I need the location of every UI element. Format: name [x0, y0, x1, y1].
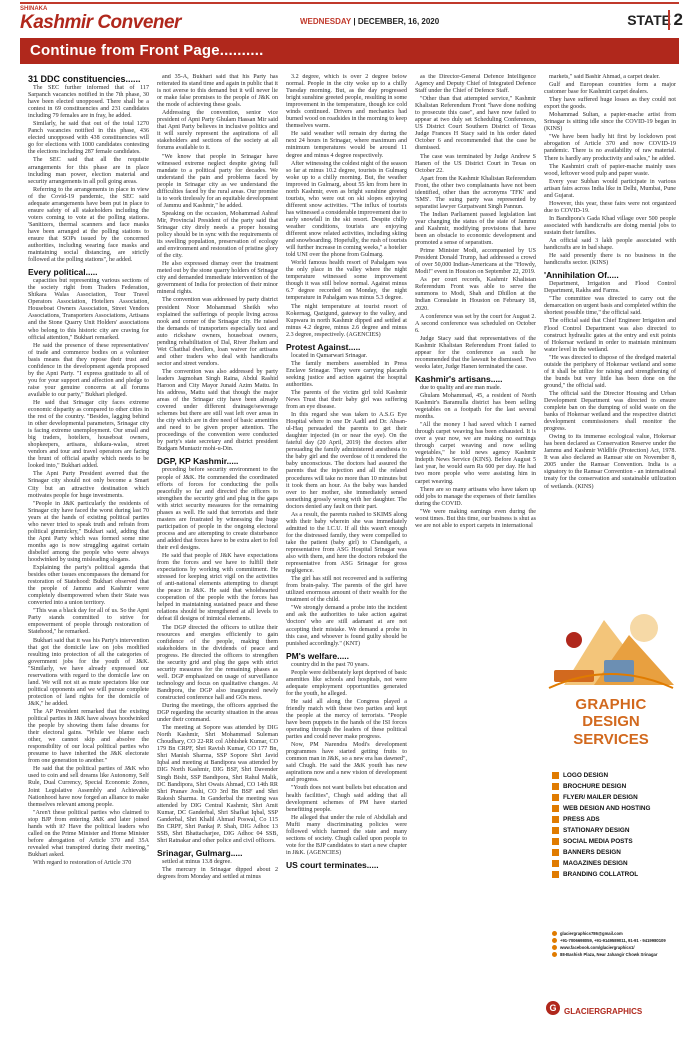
newspaper-logo [20, 12, 181, 34]
paragraph: The official said the Director Housing and Urban Development Department was directed to ensure complete ban on the dumping of solid waste on the banks of Hokersar wetland and the respective district development commissioners shall monitor the progress. [544, 390, 676, 433]
paragraph: settled at minus 13.8 degree. [162, 858, 232, 865]
ad-contact-phone[interactable]: +91-7006698059, +91-9149589011, 91-91 - 9419980109 [552, 937, 676, 944]
paragraph: Now, PM Narendra Modi's development programmes have started getting fruits to common man in J&K, so a new era has dawned", said Chugh. He said the J&K youth has new aspirations now and a new vision of development and progress. [286, 742, 407, 784]
paragraph: The Apni Party President averred that the Srinagar city should not only become a Smart City but an attractive destination which motivates people for huge investments. [28, 471, 149, 499]
article-heading-annihilation: 'Annihilation Of..... [544, 270, 619, 281]
article-heading-kashmir-artisans: Kashmir's artisans..... [415, 373, 503, 384]
paragraph: The family members assembled in Press Enclave Srinagar. They were carrying placards seeking justice and action against the hospital authorities. [286, 360, 407, 388]
ad-service-item: BANNERS DESIGN [552, 847, 676, 858]
paragraph: The convention was also addressed by party leaders Jagmohan Singh Raina, Abdul Rashid Haroon and City Mayor Junaid Azim Mattu. In his address, Mattu said that though the major areas of the Srinagar city have been already covered under different drainage/sewerage schemes but there are still vast left over areas in the city which are in dire need of basic amenities and need to be given proper attention. The proceedings of the convention were conducted by party's state secretary and district president Budgam Muntazir mohi-u-Din. [157, 368, 278, 453]
paragraph: There are so many artisans who have taken up odd jobs to manage the expenses of their families during the COVID. [415, 486, 536, 507]
paragraph: markets," said Bashir Ahmad, a carpet dealer. [549, 74, 660, 80]
paragraph: "People in J&K particularly the residents of Srinagar city have faced the worst during last 70 years at the hands of existing political parties who never tried to speak truth and refrain from political gimmickry," Bukhari said, adding that the Apni Party which was formed some nine months ago is now struggling against certain disbelief among the people who were always hoodwinked by using misleading slogans. [28, 500, 149, 563]
paragraph: "Other than that attempted service," Kashmir Khalistan Referendum Front "have done nothing to prosecute this case", and have now failed to appear at two duly set Scheduling Conferences, US District Court Southern District of Texas Judge Frances H Stacy said in his order dated October 6 and recommended that the case be dismissed. [415, 96, 536, 152]
masthead-rule-top [20, 2, 679, 4]
column-2 [157, 74, 278, 1024]
column-1 [28, 74, 149, 1024]
logo-word-convener: Convener [97, 12, 181, 33]
location-pin-icon [552, 952, 557, 957]
paragraph: Ghulam Mohammad, 45, a resident of North Kashmir's Baramulla district has been selling vegetables on a footpath for the last several months. [415, 392, 536, 421]
paragraph: He said all along the Congress played a friendly match with these two parties and kept the people at the mercy of terrorists. "People have been puppets in the hands of the ISI forces operating through the leaders of these political parties and could never make progress. [286, 698, 407, 741]
paragraph: Bukhari said that it was his Party's intervention that got the domicile law on jobs modified resulting into protection of all the categories of government jobs for the youth of J&K. "Similarly, we have already expressed our reservations with regard to the domicile law on land. We will not sit as mute spectators like our political opponents and we will pursue complete protection of land rights for the domicile of J&K," he added. [28, 637, 149, 707]
paragraph: Every year Subhan would participate in various artisan fairs across India like in Delhi, Mumbai, Pune and Gujarat. [544, 178, 676, 199]
paragraph: The Kashmiri craft of papier-mache mainly uses wood, leftover wood pulp and paper waste. [544, 163, 676, 177]
ad-footer [544, 995, 678, 1024]
ad-service-item: BRANDING COLLATROL [552, 869, 676, 880]
square-bullet-icon [552, 827, 559, 834]
paragraph: The SEC further informed that of 117 Sarpanch vacancies notified in the 7th phase, 30 have been elected unopposed. There shall be a contest in 69 constituencies and 231 candidates including 79 females are in fray, he added. [28, 85, 149, 120]
graphic-design-advertisement[interactable] [544, 600, 678, 1024]
paragraph: "We were making earnings even during the worst times. But this time, our business is shut as we are not able to export carpets in international [415, 508, 536, 529]
ad-services-list [552, 770, 676, 880]
square-bullet-icon [552, 849, 559, 856]
article-heading-us-court: US court terminates..... [286, 859, 379, 870]
square-bullet-icon [552, 794, 559, 801]
ad-contact-email[interactable]: glaciergraphics786@gmail.com [552, 930, 676, 937]
square-bullet-icon [552, 871, 559, 878]
paragraph: and 35-A, Bukhari said that his Party has reiterated its stand time and again in public that it is not averse to this demand but it will never lie or make false promises to the people of J&K on the mode of achieving these goals. [157, 74, 278, 109]
paragraph: The DGP directed the officers to utilize their resources and energies efficiently to gain confidence of the people, making them stakeholders in the dividends of peace and progress. He directed the officers to strengthen the security grid and plug the gaps with strict security measures for the remaining phases as well. DGP emphasized on usage of surveillance technology and focus on qualitative changes. At Bandipora, the DGP also inaugurated newly constructed conference hall and GOs mess. [157, 624, 278, 701]
square-bullet-icon [552, 805, 559, 812]
paragraph: "We know that people in Srinagar have witnessed extreme neglect despite giving full mandate to a political party for decades. We understand the pain and problems faced by people in Srinagar city as we understand the difficulties faced by the rural areas. Our promise is to work tirelessly for an equitable development of Jammu and Kashmir," he added. [157, 153, 278, 209]
paragraph: A conference was set by the court for August 2. A second conference was scheduled on October 6. [415, 313, 536, 334]
column-5 [544, 74, 676, 594]
paragraph: An official said 3 lakh people associated with handicrafts are in bad shape. [544, 238, 676, 252]
paragraph: Department, Irrigation and Flood Control Department, Rakhs and Farms. [544, 281, 676, 295]
paragraph: The parents of the victim girl told Kashmir News Trust that their baby girl was suffering from an eye disease. [286, 389, 407, 411]
paragraph: They have suffered huge losses as they could not export the goods. [544, 97, 676, 111]
glacier-graphics-logo-icon: G [546, 1001, 560, 1015]
paragraph: During the meetings, the officers apprised the DGP regarding the security situation in the areas under their command. [157, 703, 278, 724]
paragraph: The case was terminated by Judge Andrew S Hanen of the US District Court in Texas on October 22. [415, 153, 536, 174]
phone-icon [552, 938, 557, 943]
paragraph: "The committee was directed to carry out the demarcation on urgent basis and completed within the shortest possible time," the official said. [544, 296, 676, 317]
ad-contact-facebook[interactable]: www.facebook.com/glaciergraphics1/ [552, 944, 676, 951]
paragraph: He said presently there is no business in the handicrafts sector. (KINS) [544, 253, 676, 267]
paragraph: Similarly, he said that out of the total 1270 Panch vacancies notified in this phase, 436 elected unopposed with 438 constituencies will go for elections with 1000 candidates contesting the elections including 287 female candidates. [28, 121, 149, 156]
section-banner [20, 38, 679, 64]
ad-service-item: PRESS ADS [552, 814, 676, 825]
column-3 [286, 74, 407, 1024]
paragraph: The convention was addressed by party district president Noor Mohammad Sheikh who explained the sufferings of people living across nook and corner of the Srinagar city. He raised the demands of transporters especially taxi and auto rickshaw owners, houseboat owners, pending rehabilitation of Dal, River Jhelum and Wet Chatthal dwellers, loan waiver for artisans and other traders who deal with handicrafts sector and street vendors. [157, 297, 278, 367]
paragraph: The Indian Parliament passed legislation last year changing the status of the state of Jammu and Kashmir, modifying provisions that have been an obstacle to economic development and promoted a sense of separatism. [415, 211, 536, 247]
paragraph: Owing to its immense ecological value, Hokersar has been declared as Conservation Reserve under the Jammu and Kashmir Wildlife (Protection) Act, 1978. It was also declared as Ramsar site on November 8, 2005 under the Ramsar Convention. India is a signatory to the Ramsar Convention - an international treaty for the conservation and sustainable utilization of wetlands. (KINS) [544, 434, 676, 490]
square-bullet-icon [552, 860, 559, 867]
paragraph: He also expressed dismay over the treatment meted out by the stone quarry holders of Srinagar city and demanded immediate intervention of the government of India for protection of their minor mineral rights. [157, 261, 278, 296]
ad-contact-info [552, 930, 676, 958]
paragraph: Gulf and European countries form a major customer base for Kashmiri carpet dealers. [544, 82, 676, 96]
article-heading-dgp: DGP, KP Kashmir..... [157, 456, 239, 467]
ad-service-item: FLYER/ MAILER DESIGN [552, 792, 676, 803]
paragraph: He alleged that under the rule of Abdullah and Mufti many discriminating policies were followed which harmed the state and many sections of society. Chugh called upon people to vote for the BJP candidates to start a new chapter in J&K. (AGENCIES) [286, 814, 407, 856]
facebook-icon [552, 945, 557, 950]
paragraph: As a result, the parents rushed to SKIMS along with their baby wherein she was immediately admitted to the I.C.U. If all this wasn't enough for the distressed family, they were compelled to take the patient (baby girl) to Chandigarh, a representative from ASG Hospital Srinagar was also with them, and here the doctors rebuked the representative from ASG Srinagar for gross negligence. [286, 511, 407, 575]
paragraph: Mohammad Sultan, a papier-mache artist from Srinagar is sitting idle since the COVID-19 began in (KINS) [544, 112, 676, 133]
ad-service-item: BROCHURE DESIGN [552, 781, 676, 792]
ad-service-item: SOCIAL MEDIA POSTS [552, 836, 676, 847]
paragraph: He said the presence of these representatives' of trade and commerce bodies on a volunteer basis means that they repose their trust and confidence in the development agenda proposed by the Apni Party. "I express gratitude to all of you for your support and affection and pledge to raise your genuine concerns at all forums available to our party," Bukhari pledged. [28, 342, 149, 398]
masthead-small-label: SHINAKA [20, 6, 48, 12]
ad-headline-design: DESIGN [582, 713, 640, 730]
paragraph: The SEC said that all the requisite arrangements for this phase are in place including man power, election material and security arrangements in all poll going areas. [28, 157, 149, 185]
paragraph: Speaking on the occasion, Mohammad Ashraf Mir, Provincial President of the party said that Srinagar city direly needs a proper housing policy should be in sync with the requirements of its swelling population, preservation of ecology and environment and restoration of pristine glory of the city. [157, 210, 278, 260]
paragraph: located in Qamarwari Srinagar. [291, 352, 368, 359]
paragraph: He said that Srinagar city faces extreme economic disparity as compared to other cities in the rest of the country. "Besides, lagging behind in other developmental parameters, Srinagar city is facing extreme unemployment. Our small and big traders, hoteliers, houseboat owners, shopkeepers, artisans, shikara-walas, street vendors and tour and travel operators are facing the brunt of official apathy which needs to be looked into," Bukhari added. [28, 399, 149, 470]
paragraph: People were deliberately kept deprived of basic amenities like schools and hospitals, not were adequate employment opportunities generated for the youth, he alleged. [286, 669, 407, 697]
ad-service-item: LOGO DESIGN [552, 770, 676, 781]
column-4 [415, 74, 536, 1024]
issue-date: WEDNESDAY | DECEMBER, 16, 2020 [300, 17, 440, 26]
email-icon [552, 931, 557, 936]
ad-service-item: MAGAZINES DESIGN [552, 858, 676, 869]
ad-artwork-illustration [544, 600, 678, 690]
paragraph: capacities but representing various sections of the society right from Traders Federation, Shikara Walas Association, Tour Travel Operators Association, Hoteliers Association, Houseboat Owners Association, Street Vendors Associations, Transporters Associations, Artisans and the Stone Quarry Unit Holders' associations who belong to this historic city are craving for official attention," Bukhari remarked. [28, 278, 149, 341]
paragraph: country did in the past 70 years. [291, 661, 370, 668]
square-bullet-icon [552, 783, 559, 790]
paragraph: "We have been badly hit first by lockdown post abrogation of Article 370 and now COVID-19 pandemic. There is no availability of raw material. There is hardly any productivity and sales," he added. [544, 134, 676, 162]
paragraph: Addressing the convention, senior vice president of Apni Party Ghulam Hassan Mir said that Apni Party believes in inclusive politics and it will surely represent the aspirations of all stakeholders and sections of the society at all forums available to it. [157, 110, 278, 152]
paragraph: The AP President remarked that the existing political parties in J&K have always hoodwinked the people by showing them false dreams for their electoral gains. "While we blame each other, we cannot skip and absolve the responsibility of our local political parties who presume to have inherited the J&K electorate from one generation to another." [28, 708, 149, 765]
paragraph: Referring to the arrangements in place in view of the Covid-19 pandemic, the SEC said adequate arrangements have been put in place to ensure safety of all stakeholders including the voters coming to vote at the polling stations. 'Sanitizers, thermal scanners and face masks have been arranged at the polling stations to ensure that SOPs issued by the concerned authorities, including wearing face masks and maintaining social distancing, are strictly followed at the polling stations", he added. [28, 186, 149, 264]
issue-day: WEDNESDAY [300, 17, 352, 26]
square-bullet-icon [552, 816, 559, 823]
paragraph: The meeting at Sopore was attended by DIG North Kashmir, Shri Mohammad Suleman Choudhary, CO 22-RR col Abhishek Kumar, CO 179 Bn CRPF, Shri Ravish Kumar, CO 177 Bn, Shri Manish Sharma, SSP Sopore Shri Javid Iqbal and meeting at Bandipora was attended by DIG North Kashmir, DIG BSF, Shri Davender Singh Bisht, SSP Bandipora, Shri Rahul Malik, DC Bandipora, Shri Owais Ahmad, CO 14th RR Shri Pranav Joshi, CO 3rd Bn BSF and Shri Rakesh Sharma. In Ganderbal the meeting was attended by DIG Central Kashmir, Shri Amit Kumar, DC Ganderbal, Shri Shafkat Iqbal, SSP Ganderbal, Shri Khalil Ahmad Poswal, Co 115 Bn CRPF, Shri Pankaj P. Shah, DIG Adhoc 13 SSB, Shri Bhattacharjee, DIG Adhoc 04 SSB, Shri Ratnakar and other police and civil officers. [157, 725, 278, 844]
paragraph: The official said that Chief Engineer Irrigation and Flood Control Department was also directed to construct hydraulic gates at the entry and exit points of Hokersar wetland in order to maintain minimum water level in the wetland. [544, 318, 676, 353]
square-bullet-icon [552, 772, 559, 779]
article-heading-srinagar-gulmarg: Srinagar, Gulmarg..... [157, 847, 243, 858]
paragraph: as the Director-General Defence Intelligence Agency and Deputy Chief of Integrated Defence Staff under the Chief of Defence Staff. [415, 74, 536, 95]
paragraph: After witnessing the coldest night of the season so far at minus 10.2 degree, tourists in Gulmarg woke up to a chilly morning. But, the weather improved in Gulmarg, about 55 km from here in north Kashmir, even as bright sunshine greeted tourists, who were out on ski slopes enjoying different snow activities. "The influx of tourists has witnessed a considerable improvement due to early snowfall in the ski resort. Despite chilly weather conditions, tourists are enjoying different snow related activities, including skiing and snowboarding. Hopefully, the rush of tourists will further increase in coming weeks," a hotelier told UNI over the phone from Gulmarg. [286, 160, 407, 259]
banner-title: Continue from Front Page.......... [30, 42, 264, 59]
paragraph: As per court records, Kashmir Khalistan Referendum Front was able to serve the summons to Modi, Shah and Dhillon at the Indian Consulate in Houston on February 18, 2020. [415, 277, 536, 312]
paragraph: World famous health resort of Pahalgam was the only place in the valley where the night temperature witnessed some improvement though it was still below normal. Against minus 6.7 degree recorded on Monday, the night temperature in Pahalgam was minus 5.3 degree. [286, 260, 407, 302]
section-label: STATE [627, 12, 671, 28]
paragraph: With regard to restoration of Article 370 [33, 859, 132, 866]
article-heading-every-political: Every political..... [28, 267, 98, 278]
article-heading-ddc: 31 DDC constituencies...... [28, 74, 141, 84]
paragraph: "Aren't these political parties who claimed to stop BJP from entering J&K and later joined hands with it? Have the political leaders who called on the Prime Minister and Home Minister before abrogation of Article 370 and 35A revealed what transpired during their meeting," Bukhari asked. [28, 809, 149, 858]
paragraph: In this regard she was taken to A.S.G Eye Hospital where in one Dr Aadil and Dr. Ahsan-ul-Haq persuaded the parents to get their daughter injected (in or near the eye). On the fateful day (20 April, 2019) the doctors after persuading the family administered anesthesia to the baby girl and the overdose of it rendered the baby unconscious. The doctors had assured the parents that the injection and all the related procedures will take no more than 10 minutes but it took them an hour. As the baby was handed over to her mother, she immediately sensed something grossly wrong with her daughter. The doctors denied any fault on their part. [286, 412, 407, 510]
article-heading-pm-welfare: PM's welfare..... [286, 650, 349, 661]
paragraph: Explaining the party's political agenda that besides other issues encompasses the demand for restoration of Statehood: Bukhari observed that the people of Jammu and Kashmir were completely disempowered when their State was converted into a union territory. [28, 565, 149, 607]
paragraph: He said that people of J&K have expectations from the forces and we have to fulfill their expectations by working with commitment. He stressed for keeping strict vigil on the activities of anti-national elements attempting to disrupt the peace in J&K. He said that wholehearted cooperation of the people with the forces has helped in maintaining sustained peace and these relations should be strengthened at all levels to defeat ill designs of inimical elements. [157, 553, 278, 623]
paragraph: preceding before security environment to the people of J&K. He commended the coordinated efforts of forces for conducting the polls peacefully so far and directed the officers to strengthen the security grid and plug in the gaps with strict security measures for the remaining phases as well. He said that terrorists and their masters are frustrated by witnessing the huge participation of people in the ongoing electoral process and are attempting to create disturbance and added that forces have to be extra alert to foil their evil designs. [157, 467, 278, 551]
ad-service-item: WEB DESIGN AND HOSTING [552, 803, 676, 814]
paragraph: However, this year, these fairs were not organized due to COVID-19. [544, 200, 676, 214]
article-heading-protest: Protest Against..... [286, 341, 361, 352]
paragraph: "This was a black day for all of us. So the Apni Party stands committed to strive for empowerment of people through restoration of Statehood," he remarked. [28, 608, 149, 636]
issue-date-text: DECEMBER, 16, 2020 [357, 17, 440, 26]
paragraph: The girl has still not recovered and is suffering from brain-palsy. The parents of the girl have utilized enormous amount of their wealth for the treatment of the child. [286, 576, 407, 604]
logo-word-kashmir: Kashmir [20, 12, 93, 33]
paragraph: Judge Stacy said that representatives of the Kashmir Khalistan Referendum Front failed to appear for the conference as such he recommended that the lawsuit be dismissed. Two weeks later, Judge Hanen terminated the case. [415, 335, 536, 370]
ad-headline-services: SERVICES [573, 731, 649, 748]
paragraph: The night temperature at tourist resort of Kokernag, Qazigund, gateway to the valley, and Kupwara in north Kashmir dipped and settled at minus 4.2 degree, minus 2.6 degree and minus 2.3 degree, respectively. (AGENCIES) [286, 303, 407, 338]
ad-contact-address: 88-Bashish Plaza, Near Jahangir Chowk Srinagar [552, 951, 676, 958]
paragraph: He said that the political parties of J&K who used to coin and sell dreams like Autonomy, Self Rule, Dual Currency, Special Economic Zones, Joint Legislative Assembly and Achievable Nationhood have now forged an alliance to make themselves relevant among people. [28, 766, 149, 808]
paragraph: He said weather will remain dry during the next 24 hours in Srinagar, where maximum and minimum temperatures would be around 11 degree and minus 4 degree respectively. [286, 131, 407, 159]
paragraph: "Youth does not want bullets but education and health facilities", Chugh said adding that all development schemes of PM have started benefitting people. [286, 785, 407, 813]
paragraph: In Bandipora's Gada Khad village over 500 people associated with handicrafts are doing menial jobs to sustain their families. [544, 215, 676, 236]
square-bullet-icon [552, 838, 559, 845]
ad-service-item: STATIONARY DESIGN [552, 825, 676, 836]
paragraph: "All the money I had saved which I earned through carpet weaving has been exhausted. It is over a year now, we are making no earnings through carpet weaving and now selling vegetables," he told news agency Kashmir Indepth News Service (KINS). Before August 5 last year, he would earn Rs 600 per day. He had two more people who were assisting him in carpet weaving. [415, 422, 536, 485]
paragraph: "We strongly demand a probe into the incident and ask the authorities to take action against 'doctors' who are still adamant at are not accepting their mistake. We demand a probe in this case, and whoever is found guilty should be punished accordingly." (KNT) [286, 605, 407, 647]
paragraph: Apart from the Kashmir Khalistan Referendum Front, the other two complainants have not been identified, other than the acronyms 'TFK' and 'SMS'. The suing party was represented by separatist lawyer Gurpatwant Singh Pannun. [415, 175, 536, 210]
paragraph: Prime Minister Modi, accompanied by US President Donald Trump, had addressed a crowd of over 50,000 Indian-Americans at the "Howdy, Modi!" event in Houston on September 22, 2019. [415, 248, 536, 276]
paragraph: due to quality and are man made. [420, 384, 502, 391]
glacier-graphics-logo-text: GLACIERGRAPHICS [564, 1007, 643, 1016]
page-number: 2 [668, 10, 683, 30]
ad-headline-graphic: GRAPHIC [575, 696, 647, 713]
paragraph: 3.2 degree, which is over 2 degree below normal. People in the city woke up to a chilly Tuesday morning. But, as the day progressed bright sunshine greeted people, resulting in some improvement in the temperature, though ice cold winds continued. Drivers and mechanics had burned wood on roadsides in the morning to keep themselves warm. [286, 74, 407, 130]
paragraph: The mercury in Srinagar dipped about 2 degrees from Monday and settled at minus [157, 867, 278, 881]
paragraph: "He was directed to dispose of the dredged material outside the periphery of Hokersar wetland and some of it shall be utilize for raising and strengthening of the bunds but very little has been done on the ground," the official said. [544, 354, 676, 389]
